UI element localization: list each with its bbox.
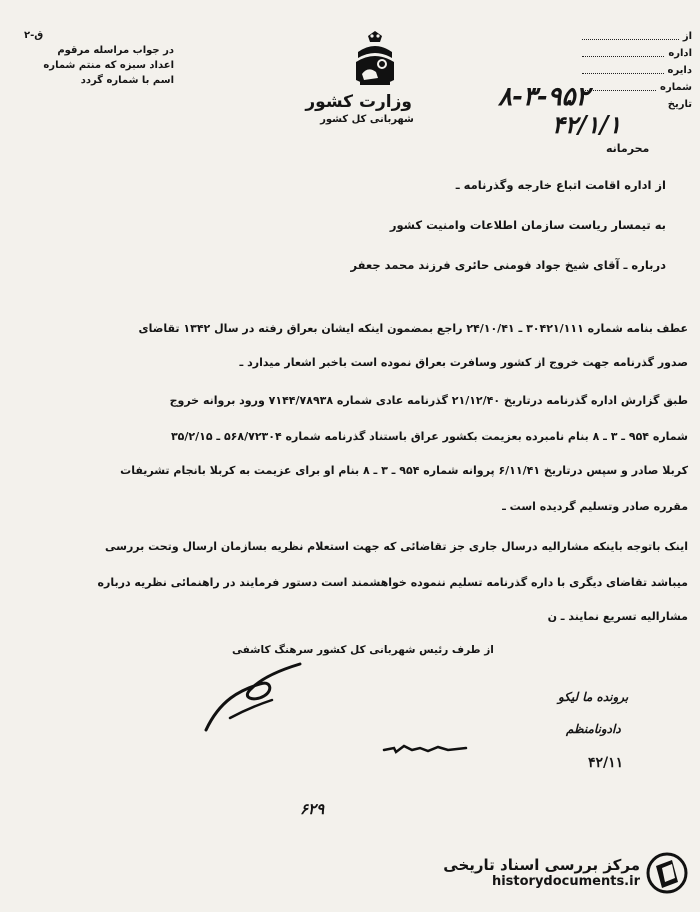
body-line: میباشد تقاضای دیگری با داره گذرنامه تسلیم ننموده خواهشمند است دستور فرمایند در راهنمائی نظریه درباره bbox=[97, 576, 688, 589]
handwritten-date: ۸-۳-۹۵۲ bbox=[498, 82, 590, 112]
archive-logo-icon bbox=[646, 852, 688, 894]
body-line: مشارالیه تسریع نمایند ـ ن bbox=[547, 610, 688, 623]
meta-field-division: دایره bbox=[582, 62, 692, 79]
body-line: عطف بنامه شماره ۳۰۴۲۱/۱۱۱ ـ ۲۴/۱۰/۴۱ راجع بمضمون اینکه ایشان بعراق رفته در سال ۱۳۴۲ تقاضای bbox=[138, 322, 688, 335]
subject-line: درباره ـ آقای شیخ جواد فومنی حائری فرزند محمد جعفر bbox=[350, 258, 666, 272]
watermark bbox=[443, 856, 640, 889]
meta-field-from: از bbox=[582, 28, 692, 45]
handwritten-mark bbox=[380, 738, 470, 758]
body-line: کربلا صادر و سپس درتاریخ ۶/۱۱/۴۱ پروانه شماره ۹۵۴ ـ ۳ ـ ۸ بنام او برای عزیمت به کربلا بانجام تشریفات bbox=[120, 464, 688, 477]
body-line: شماره ۹۵۴ ـ ۳ ـ ۸ بنام نامبرده بعزیمت بکشور عراق باستناد گذرنامه شماره ۵۶۸/۷۲۳۰۴ ـ ۳۵/۲/۱۵ bbox=[170, 430, 688, 443]
body-line: صدور گذرنامه جهت خروج از کشور وسافرت بعراق نموده است باخبر اشعار میدارد ـ bbox=[239, 356, 688, 369]
signatory-line: از طرف رئیس شهربانی کل کشور سرهنگ کاشفی bbox=[232, 644, 494, 656]
handwritten-signature bbox=[200, 660, 310, 740]
note-code: ق-۲ bbox=[24, 30, 44, 41]
ministry-title: وزارت کشور bbox=[305, 92, 412, 112]
note-line: اسم با شماره گردد bbox=[80, 75, 174, 86]
body-line: اینک باتوجه باینکه مشارالیه درسال جاری جز تقاضائی که جهت استعلام نظریه بسازمان ارسال وتحت بررسی bbox=[105, 540, 688, 553]
classification-label: محرمانه bbox=[606, 142, 650, 155]
body-line: مقرره صادر وتسلیم گردیده است ـ bbox=[502, 500, 688, 513]
annotation-filed: دادونامنظم bbox=[566, 722, 621, 736]
annotation-number: ۴۲/۱۱ bbox=[588, 755, 624, 771]
from-line: از اداره اقامت اتباع خارجه وگذرنامه ـ bbox=[455, 178, 666, 192]
reply-instruction-note bbox=[24, 28, 174, 88]
meta-field-date: تاریخ bbox=[667, 99, 692, 110]
meta-fields bbox=[582, 28, 692, 113]
meta-field-office: اداره bbox=[582, 45, 692, 62]
meta-field-number: شماره bbox=[582, 79, 692, 96]
watermark-title: مرکز بررسی اسناد تاریخی bbox=[443, 856, 640, 874]
annotation-file: برونده ما لیکو bbox=[558, 690, 629, 704]
note-line: در جواب مراسله مرقوم bbox=[57, 45, 174, 56]
body-line: طبق گزارش اداره گذرنامه درتاریخ ۲۱/۱۲/۴۰ گذرنامه عادی شماره ۷۱۴۴/۷۸۹۳۸ ورود بروانه خروج bbox=[169, 394, 688, 407]
to-line: به تیمسار ریاست سازمان اطلاعات وامنیت کشور bbox=[389, 218, 666, 232]
archive-number: ۶۲۹ bbox=[300, 800, 325, 818]
note-line: اعداد سبزه که منتم شماره bbox=[43, 60, 174, 71]
lion-and-sun-emblem bbox=[352, 30, 398, 88]
department-name: شهربانی کل کشور bbox=[320, 114, 414, 125]
handwritten-reference-number: ۴۲/۱/۱ bbox=[552, 110, 622, 139]
watermark-url: historydocuments.ir bbox=[491, 874, 640, 889]
